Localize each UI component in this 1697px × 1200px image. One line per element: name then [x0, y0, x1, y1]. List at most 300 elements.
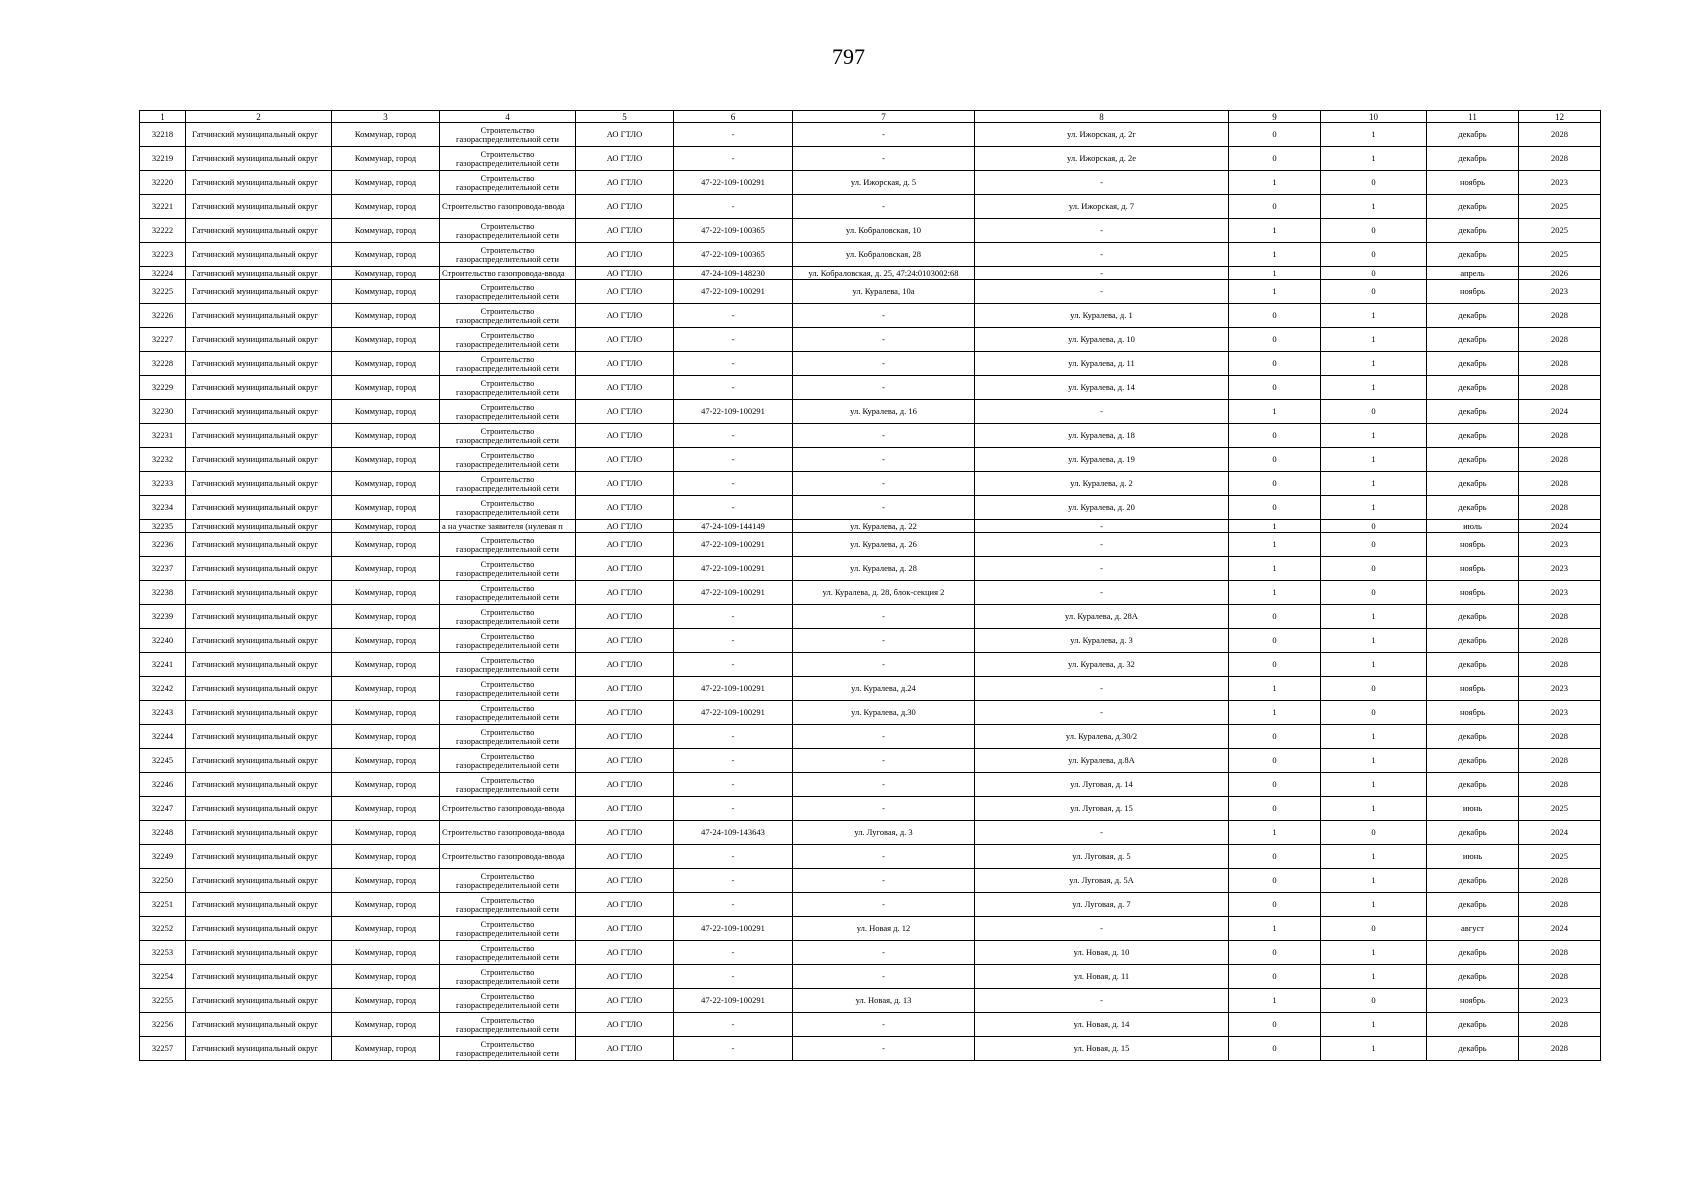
- cell-settlement: Коммунар, город: [332, 869, 440, 893]
- cell-row-number: 32255: [140, 989, 186, 1013]
- cell-cad-number: -: [674, 725, 793, 749]
- table-row: [140, 989, 1601, 1013]
- cell-cad-number: -: [674, 472, 793, 496]
- cell-organization: АО ГТЛО: [576, 845, 674, 869]
- cell-year: 2028: [1519, 147, 1601, 171]
- cell-cad-number: 47-24-109-144149: [674, 520, 793, 533]
- cell-work-type: Строительство газораспределительной сети: [440, 400, 576, 424]
- cell-count-a: 0: [1229, 773, 1321, 797]
- cell-count-a: 0: [1229, 304, 1321, 328]
- cell-organization: АО ГТЛО: [576, 400, 674, 424]
- cell-row-number: 32232: [140, 448, 186, 472]
- cell-month: декабрь: [1427, 219, 1519, 243]
- cell-work-type: Строительство газораспределительной сети: [440, 989, 576, 1013]
- cell-address-planned: ул. Новая, д. 10: [975, 941, 1229, 965]
- cell-settlement: Коммунар, город: [332, 677, 440, 701]
- column-header-1: 1: [140, 111, 186, 123]
- cell-settlement: Коммунар, город: [332, 533, 440, 557]
- cell-cad-number: 47-24-109-148230: [674, 267, 793, 280]
- cell-month: декабрь: [1427, 472, 1519, 496]
- table-row: [140, 725, 1601, 749]
- table-header: [140, 111, 1601, 123]
- table-row: [140, 195, 1601, 219]
- cell-address-planned: ул. Куралева, д. 14: [975, 376, 1229, 400]
- cell-organization: АО ГТЛО: [576, 725, 674, 749]
- cell-address-existing: ул. Куралева, д. 28: [793, 557, 975, 581]
- cell-organization: АО ГТЛО: [576, 376, 674, 400]
- cell-district: Гатчинский муниципальный округ: [186, 328, 332, 352]
- cell-district: Гатчинский муниципальный округ: [186, 304, 332, 328]
- cell-year: 2028: [1519, 893, 1601, 917]
- cell-work-type: Строительство газораспределительной сети: [440, 376, 576, 400]
- cell-address-existing: ул. Куралева, д. 26: [793, 533, 975, 557]
- cell-organization: АО ГТЛО: [576, 941, 674, 965]
- cell-count-a: 1: [1229, 581, 1321, 605]
- cell-count-a: 0: [1229, 147, 1321, 171]
- cell-row-number: 32236: [140, 533, 186, 557]
- cell-year: 2028: [1519, 629, 1601, 653]
- cell-count-a: 1: [1229, 557, 1321, 581]
- cell-district: Гатчинский муниципальный округ: [186, 869, 332, 893]
- cell-address-planned: -: [975, 520, 1229, 533]
- cell-address-existing: -: [793, 845, 975, 869]
- cell-address-planned: ул. Куралева, д. 18: [975, 424, 1229, 448]
- cell-row-number: 32237: [140, 557, 186, 581]
- cell-count-b: 1: [1321, 869, 1427, 893]
- cell-count-a: 0: [1229, 376, 1321, 400]
- cell-address-existing: -: [793, 773, 975, 797]
- cell-work-type: Строительство газораспределительной сети: [440, 725, 576, 749]
- cell-row-number: 32234: [140, 496, 186, 520]
- cell-count-b: 1: [1321, 749, 1427, 773]
- cell-settlement: Коммунар, город: [332, 195, 440, 219]
- table-row: [140, 123, 1601, 147]
- cell-row-number: 32248: [140, 821, 186, 845]
- cell-settlement: Коммунар, город: [332, 989, 440, 1013]
- cell-cad-number: 47-22-109-100291: [674, 917, 793, 941]
- cell-year: 2028: [1519, 749, 1601, 773]
- page-number: 797: [832, 44, 865, 69]
- cell-year: 2023: [1519, 581, 1601, 605]
- cell-organization: АО ГТЛО: [576, 267, 674, 280]
- cell-district: Гатчинский муниципальный округ: [186, 243, 332, 267]
- cell-settlement: Коммунар, город: [332, 725, 440, 749]
- table-row: [140, 653, 1601, 677]
- cell-address-planned: ул. Ижорская, д. 7: [975, 195, 1229, 219]
- cell-address-planned: -: [975, 219, 1229, 243]
- cell-district: Гатчинский муниципальный округ: [186, 171, 332, 195]
- cell-work-type: Строительство газораспределительной сети: [440, 496, 576, 520]
- cell-work-type: Строительство газораспределительной сети: [440, 352, 576, 376]
- cell-count-b: 0: [1321, 989, 1427, 1013]
- cell-settlement: Коммунар, город: [332, 893, 440, 917]
- table-row: [140, 869, 1601, 893]
- cell-address-existing: -: [793, 653, 975, 677]
- cell-settlement: Коммунар, город: [332, 520, 440, 533]
- cell-month: декабрь: [1427, 773, 1519, 797]
- cell-row-number: 32256: [140, 1013, 186, 1037]
- cell-year: 2023: [1519, 677, 1601, 701]
- cell-count-a: 0: [1229, 629, 1321, 653]
- cell-count-a: 1: [1229, 989, 1321, 1013]
- cell-count-a: 0: [1229, 448, 1321, 472]
- cell-address-planned: ул. Луговая, д. 5А: [975, 869, 1229, 893]
- cell-district: Гатчинский муниципальный округ: [186, 749, 332, 773]
- cell-year: 2028: [1519, 869, 1601, 893]
- cell-year: 2024: [1519, 821, 1601, 845]
- cell-work-type: Строительство газораспределительной сети: [440, 424, 576, 448]
- cell-row-number: 32249: [140, 845, 186, 869]
- cell-organization: АО ГТЛО: [576, 653, 674, 677]
- table-row: [140, 1013, 1601, 1037]
- table-row: [140, 917, 1601, 941]
- cell-address-planned: ул. Луговая, д. 14: [975, 773, 1229, 797]
- table-row: [140, 267, 1601, 280]
- cell-address-existing: ул. Куралева, д. 28, блок-секция 2: [793, 581, 975, 605]
- table-row: [140, 304, 1601, 328]
- cell-count-a: 0: [1229, 725, 1321, 749]
- cell-address-planned: -: [975, 533, 1229, 557]
- cell-year: 2028: [1519, 328, 1601, 352]
- cell-cad-number: -: [674, 496, 793, 520]
- cell-address-planned: ул. Куралева, д. 2: [975, 472, 1229, 496]
- cell-cad-number: -: [674, 1037, 793, 1061]
- cell-organization: АО ГТЛО: [576, 917, 674, 941]
- cell-cad-number: -: [674, 845, 793, 869]
- table-row: [140, 496, 1601, 520]
- cell-month: декабрь: [1427, 304, 1519, 328]
- cell-month: ноябрь: [1427, 989, 1519, 1013]
- cell-organization: АО ГТЛО: [576, 304, 674, 328]
- cell-organization: АО ГТЛО: [576, 797, 674, 821]
- cell-work-type: Строительство газопровода-ввода: [440, 267, 576, 280]
- cell-cad-number: -: [674, 352, 793, 376]
- cell-address-planned: ул. Куралева, д. 32: [975, 653, 1229, 677]
- cell-settlement: Коммунар, город: [332, 376, 440, 400]
- cell-count-b: 1: [1321, 605, 1427, 629]
- cell-district: Гатчинский муниципальный округ: [186, 629, 332, 653]
- cell-cad-number: -: [674, 123, 793, 147]
- cell-count-b: 0: [1321, 917, 1427, 941]
- cell-work-type: Строительство газопровода-ввода: [440, 797, 576, 821]
- cell-work-type: Строительство газораспределительной сети: [440, 328, 576, 352]
- cell-year: 2028: [1519, 941, 1601, 965]
- cell-cad-number: -: [674, 893, 793, 917]
- column-header-11: 11: [1427, 111, 1519, 123]
- cell-address-existing: ул. Кобраловская, 10: [793, 219, 975, 243]
- column-header-3: 3: [332, 111, 440, 123]
- cell-organization: АО ГТЛО: [576, 520, 674, 533]
- cell-work-type: Строительство газораспределительной сети: [440, 171, 576, 195]
- table-row: [140, 533, 1601, 557]
- cell-cad-number: -: [674, 941, 793, 965]
- cell-row-number: 32238: [140, 581, 186, 605]
- cell-count-b: 1: [1321, 893, 1427, 917]
- cell-count-b: 0: [1321, 701, 1427, 725]
- cell-row-number: 32223: [140, 243, 186, 267]
- cell-settlement: Коммунар, город: [332, 280, 440, 304]
- cell-settlement: Коммунар, город: [332, 605, 440, 629]
- cell-count-a: 1: [1229, 520, 1321, 533]
- cell-district: Гатчинский муниципальный округ: [186, 219, 332, 243]
- cell-district: Гатчинский муниципальный округ: [186, 797, 332, 821]
- cell-month: апрель: [1427, 267, 1519, 280]
- cell-settlement: Коммунар, город: [332, 304, 440, 328]
- cell-settlement: Коммунар, город: [332, 629, 440, 653]
- cell-row-number: 32246: [140, 773, 186, 797]
- cell-row-number: 32219: [140, 147, 186, 171]
- table-row: [140, 941, 1601, 965]
- cell-cad-number: -: [674, 376, 793, 400]
- cell-month: ноябрь: [1427, 533, 1519, 557]
- cell-work-type: Строительство газораспределительной сети: [440, 917, 576, 941]
- cell-year: 2024: [1519, 917, 1601, 941]
- cell-cad-number: 47-22-109-100291: [674, 701, 793, 725]
- cell-count-b: 0: [1321, 677, 1427, 701]
- cell-settlement: Коммунар, город: [332, 581, 440, 605]
- cell-district: Гатчинский муниципальный округ: [186, 147, 332, 171]
- cell-address-existing: -: [793, 965, 975, 989]
- cell-cad-number: -: [674, 653, 793, 677]
- cell-organization: АО ГТЛО: [576, 280, 674, 304]
- cell-address-planned: ул. Ижорская, д. 2г: [975, 123, 1229, 147]
- cell-settlement: Коммунар, город: [332, 448, 440, 472]
- cell-district: Гатчинский муниципальный округ: [186, 1013, 332, 1037]
- cell-address-existing: -: [793, 869, 975, 893]
- table-row: [140, 472, 1601, 496]
- cell-district: Гатчинский муниципальный округ: [186, 725, 332, 749]
- table-row: [140, 773, 1601, 797]
- cell-year: 2028: [1519, 472, 1601, 496]
- cell-month: декабрь: [1427, 629, 1519, 653]
- cell-organization: АО ГТЛО: [576, 533, 674, 557]
- cell-row-number: 32222: [140, 219, 186, 243]
- cell-work-type: Строительство газораспределительной сети: [440, 1037, 576, 1061]
- cell-year: 2023: [1519, 557, 1601, 581]
- cell-count-a: 1: [1229, 821, 1321, 845]
- cell-district: Гатчинский муниципальный округ: [186, 677, 332, 701]
- cell-work-type: Строительство газораспределительной сети: [440, 749, 576, 773]
- cell-month: декабрь: [1427, 243, 1519, 267]
- cell-count-a: 1: [1229, 267, 1321, 280]
- cell-address-planned: -: [975, 267, 1229, 280]
- cell-district: Гатчинский муниципальный округ: [186, 533, 332, 557]
- cell-year: 2025: [1519, 845, 1601, 869]
- cell-cad-number: -: [674, 448, 793, 472]
- cell-month: декабрь: [1427, 965, 1519, 989]
- cell-count-b: 1: [1321, 147, 1427, 171]
- cell-address-planned: ул. Луговая, д. 5: [975, 845, 1229, 869]
- cell-row-number: 32226: [140, 304, 186, 328]
- table-row: [140, 677, 1601, 701]
- cell-settlement: Коммунар, город: [332, 773, 440, 797]
- cell-work-type: Строительство газораспределительной сети: [440, 605, 576, 629]
- cell-settlement: Коммунар, город: [332, 845, 440, 869]
- cell-address-existing: -: [793, 328, 975, 352]
- cell-month: июль: [1427, 520, 1519, 533]
- cell-address-existing: -: [793, 605, 975, 629]
- cell-address-planned: ул. Новая, д. 15: [975, 1037, 1229, 1061]
- cell-work-type: Строительство газораспределительной сети: [440, 243, 576, 267]
- cell-address-existing: ул. Луговая, д. 3: [793, 821, 975, 845]
- cell-address-existing: ул. Кобраловская, 28: [793, 243, 975, 267]
- cell-work-type: Строительство газораспределительной сети: [440, 653, 576, 677]
- cell-count-a: 0: [1229, 605, 1321, 629]
- cell-work-type: а на участке заявителя (нулевая п: [440, 520, 576, 533]
- cell-year: 2028: [1519, 304, 1601, 328]
- cell-organization: АО ГТЛО: [576, 677, 674, 701]
- cell-row-number: 32240: [140, 629, 186, 653]
- cell-address-planned: -: [975, 917, 1229, 941]
- cell-month: ноябрь: [1427, 557, 1519, 581]
- cell-organization: АО ГТЛО: [576, 1037, 674, 1061]
- cell-count-a: 1: [1229, 701, 1321, 725]
- table-row: [140, 424, 1601, 448]
- cell-row-number: 32235: [140, 520, 186, 533]
- cell-count-a: 0: [1229, 749, 1321, 773]
- cell-address-existing: -: [793, 352, 975, 376]
- cell-organization: АО ГТЛО: [576, 701, 674, 725]
- cell-count-a: 0: [1229, 869, 1321, 893]
- cell-month: декабрь: [1427, 496, 1519, 520]
- cell-address-existing: -: [793, 749, 975, 773]
- cell-row-number: 32254: [140, 965, 186, 989]
- cell-year: 2028: [1519, 1037, 1601, 1061]
- cell-address-planned: ул. Куралева, д.8А: [975, 749, 1229, 773]
- cell-settlement: Коммунар, город: [332, 472, 440, 496]
- cell-settlement: Коммунар, город: [332, 917, 440, 941]
- cell-year: 2028: [1519, 653, 1601, 677]
- cell-month: декабрь: [1427, 893, 1519, 917]
- table-row: [140, 701, 1601, 725]
- cell-cad-number: -: [674, 1013, 793, 1037]
- cell-district: Гатчинский муниципальный округ: [186, 376, 332, 400]
- cell-address-existing: -: [793, 123, 975, 147]
- table-row: [140, 376, 1601, 400]
- cell-count-b: 0: [1321, 280, 1427, 304]
- cell-district: Гатчинский муниципальный округ: [186, 267, 332, 280]
- cell-district: Гатчинский муниципальный округ: [186, 520, 332, 533]
- cell-settlement: Коммунар, город: [332, 171, 440, 195]
- cell-work-type: Строительство газораспределительной сети: [440, 701, 576, 725]
- cell-address-existing: ул. Новая, д. 13: [793, 989, 975, 1013]
- cell-row-number: 32225: [140, 280, 186, 304]
- cell-work-type: Строительство газораспределительной сети: [440, 533, 576, 557]
- cell-count-b: 1: [1321, 1037, 1427, 1061]
- cell-month: декабрь: [1427, 869, 1519, 893]
- cell-month: декабрь: [1427, 941, 1519, 965]
- cell-work-type: Строительство газораспределительной сети: [440, 557, 576, 581]
- cell-count-a: 0: [1229, 328, 1321, 352]
- table-row: [140, 352, 1601, 376]
- cell-row-number: 32252: [140, 917, 186, 941]
- cell-year: 2028: [1519, 773, 1601, 797]
- cell-count-b: 1: [1321, 376, 1427, 400]
- cell-year: 2026: [1519, 267, 1601, 280]
- cell-year: 2028: [1519, 448, 1601, 472]
- cell-organization: АО ГТЛО: [576, 448, 674, 472]
- cell-work-type: Строительство газораспределительной сети: [440, 629, 576, 653]
- cell-address-planned: -: [975, 701, 1229, 725]
- table-row: [140, 749, 1601, 773]
- cell-address-planned: -: [975, 243, 1229, 267]
- cell-count-b: 0: [1321, 171, 1427, 195]
- cell-month: декабрь: [1427, 1013, 1519, 1037]
- cell-month: декабрь: [1427, 605, 1519, 629]
- cell-work-type: Строительство газопровода-ввода: [440, 195, 576, 219]
- cell-address-existing: ул. Ижорская, д. 5: [793, 171, 975, 195]
- cell-address-existing: ул. Куралева, д.24: [793, 677, 975, 701]
- cell-organization: АО ГТЛО: [576, 893, 674, 917]
- cell-row-number: 32227: [140, 328, 186, 352]
- table-row: [140, 629, 1601, 653]
- cell-count-b: 1: [1321, 304, 1427, 328]
- cell-row-number: 32230: [140, 400, 186, 424]
- cell-address-existing: -: [793, 1013, 975, 1037]
- cell-count-a: 0: [1229, 123, 1321, 147]
- cell-count-a: 0: [1229, 797, 1321, 821]
- column-header-7: 7: [793, 111, 975, 123]
- cell-count-b: 1: [1321, 845, 1427, 869]
- cell-address-existing: ул. Куралева, 10а: [793, 280, 975, 304]
- cell-year: 2025: [1519, 219, 1601, 243]
- cell-district: Гатчинский муниципальный округ: [186, 496, 332, 520]
- cell-year: 2025: [1519, 243, 1601, 267]
- cell-row-number: 32257: [140, 1037, 186, 1061]
- cell-cad-number: -: [674, 424, 793, 448]
- cell-year: 2024: [1519, 400, 1601, 424]
- cell-address-planned: ул. Новая, д. 14: [975, 1013, 1229, 1037]
- cell-organization: АО ГТЛО: [576, 821, 674, 845]
- cell-organization: АО ГТЛО: [576, 557, 674, 581]
- cell-organization: АО ГТЛО: [576, 243, 674, 267]
- cell-count-a: 0: [1229, 941, 1321, 965]
- cell-cad-number: -: [674, 965, 793, 989]
- cell-cad-number: -: [674, 304, 793, 328]
- cell-district: Гатчинский муниципальный округ: [186, 557, 332, 581]
- cell-year: 2028: [1519, 352, 1601, 376]
- table-row: [140, 845, 1601, 869]
- cell-organization: АО ГТЛО: [576, 147, 674, 171]
- table-row: [140, 400, 1601, 424]
- cell-count-b: 1: [1321, 941, 1427, 965]
- table-row: [140, 893, 1601, 917]
- cell-count-b: 0: [1321, 400, 1427, 424]
- cell-count-a: 0: [1229, 424, 1321, 448]
- cell-work-type: Строительство газопровода-ввода: [440, 845, 576, 869]
- cell-count-b: 0: [1321, 243, 1427, 267]
- cell-settlement: Коммунар, город: [332, 941, 440, 965]
- column-header-2: 2: [186, 111, 332, 123]
- cell-work-type: Строительство газопровода-ввода: [440, 821, 576, 845]
- cell-district: Гатчинский муниципальный округ: [186, 400, 332, 424]
- cell-settlement: Коммунар, город: [332, 267, 440, 280]
- cell-count-b: 1: [1321, 195, 1427, 219]
- cell-count-b: 1: [1321, 328, 1427, 352]
- table-row: [140, 1037, 1601, 1061]
- cell-year: 2028: [1519, 123, 1601, 147]
- cell-cad-number: -: [674, 773, 793, 797]
- cell-work-type: Строительство газораспределительной сети: [440, 123, 576, 147]
- cell-address-planned: -: [975, 677, 1229, 701]
- cell-work-type: Строительство газораспределительной сети: [440, 869, 576, 893]
- cell-address-planned: ул. Луговая, д. 7: [975, 893, 1229, 917]
- cell-address-existing: -: [793, 725, 975, 749]
- cell-month: ноябрь: [1427, 677, 1519, 701]
- cell-address-existing: -: [793, 147, 975, 171]
- cell-district: Гатчинский муниципальный округ: [186, 941, 332, 965]
- cell-row-number: 32241: [140, 653, 186, 677]
